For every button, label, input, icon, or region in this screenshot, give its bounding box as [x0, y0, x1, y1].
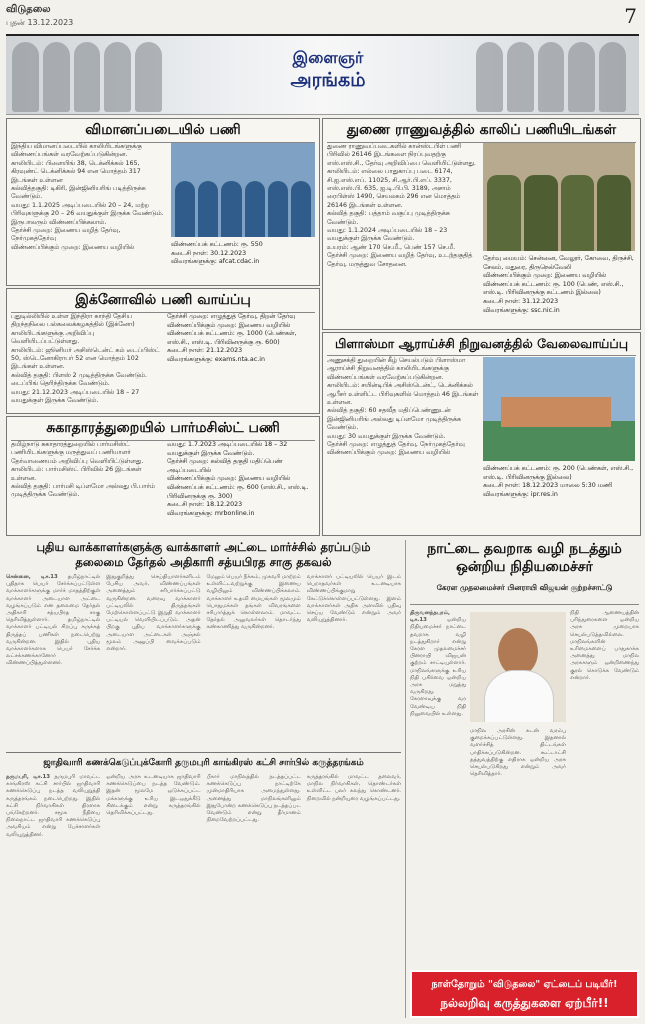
pharmacist-fee: விண்ணப்பக் கட்டணம்: ரூ. 600 (எஸ்.சி., எஸ்.டி. பிரிவினருக்கு ரூ. 300) — [167, 483, 309, 500]
finance-divider — [410, 604, 639, 605]
plasma-intro: அணுசக்தி துறையின் கீழ் செயல்படும் பிளாஸ்மா ஆராய்ச்சி நிறுவனத்தில் காலியிடங்களுக்கு விண்ணப்பங்கள் வரவேற்கப்படுகின்றன. — [327, 357, 466, 381]
crowd-photo-right — [476, 42, 626, 112]
voter-col-2: இதுகுறித்து செய்தியாளர்களிடம் பேசிய அவர், விண்ணப்பங்கள் அனைத்தும் சரிபார்க்கப்பட்டு வருகின்றன. வரைவு வாக்காளர் பட்டியலில் திருத்தங்கள் மேற்கொள்ளப்பட்டு இறுதி வாக்காளர் பட்டியல் வெளியிடப்படும். அதன் பிறகு புதிய வாக்காளர்களுக்கு அடையாள அட்டைகள் அஞ்சல் மூலம் அனுப்பி வைக்கப்படும் என்றார். — [106, 574, 201, 653]
pharmacist-age: வயது: 1.7.2023 அடிப்படையில் 18 – 32 வயதுக்குள் இருக்க வேண்டும். — [167, 441, 288, 457]
section-title-line2: அரங்கம் — [290, 69, 366, 91]
finance-headline-line1: நாட்டை தவறாக வழி நடத்தும் — [427, 541, 622, 557]
airforce-intro: இந்திய விமானப்படையில் காலியிடங்களுக்கு விண்ணப்பங்கள் வரவேற்கப்படுகின்றன. — [11, 143, 142, 159]
airforce-details: விவரங்களுக்கு: afcat.cdac.in — [171, 258, 260, 266]
army-fee: விண்ணப்பக் கட்டணம்: ரூ. 100 (பெண், எஸ்.சி., எஸ்.டி. பிரிவினருக்கு கட்டணம் இல்லை) — [483, 280, 624, 297]
army-vacancies: காலியிடம்: எல்லை பாதுகாப்பு படை 6174, சி.ஐ.எஸ்.எப். 11025, சி.ஆர்.பி.எப். 3337, எஸ்.எஸ்.பி. 635, ஐ.டி.பி.பி. 3189, அசாம் ரைபிள்ஸ் 1490, செயலகம் 296 என மொத்தம் 26146 இடங்கள் உள்ளன. — [327, 168, 461, 209]
voter-dateline: சென்னை, டிச.13 — [6, 574, 58, 580]
airforce-body — [11, 143, 167, 252]
plasma-age: வயது: 30 வயதுக்குள் இருக்க வேண்டும். — [327, 432, 446, 440]
finance-headline-line2: ஒன்றிய நிதியமைச்சர் — [456, 559, 593, 575]
army-intro: துணை ராணுவப்படைகளில் கான்ஸ்டபிள் பணி பிரிவில் 26146 இடங்களை நிரப்புவதற்கு எஸ்.எஸ்.சி., தேர்வு அறிவிப்பை வெளியிட்டுள்ளது. — [327, 143, 476, 167]
pharmacist-vacancies: காலியிடம்: பார்மசிஸ்ட் பிரிவில் 26 இடங்கள் உள்ளன. — [11, 466, 142, 482]
plasma-job-article — [322, 332, 641, 536]
crowd-photo-left — [12, 42, 162, 112]
plasma-qualification: கல்வித் தகுதி: 60 சதவீத மதிப்பெண்ணுடன் இன்ஜினியரிங் அல்லது டிப்ளமோ முடித்திருக்க வேண்டும். — [327, 407, 461, 432]
ignou-body — [11, 313, 163, 405]
ignou-title: இக்னோவில் பணி வாய்ப்பு — [75, 292, 251, 308]
promo-line1: நாள்தோறும் "விடுதலை" ஏட்டைப் படியீர்! — [431, 979, 618, 990]
airforce-job-article — [6, 118, 320, 286]
ignou-intro: புதுடில்லியில் உள்ள இந்திரா காந்தி தேசிய திறந்தநிலை பல்கலைக்கழகத்தில் (இக்னோ) காலியிடங்களுக்கு அறிவிப்பு வெளியிடப்பட்டுள்ளது. — [11, 313, 135, 346]
airforce-selection: தேர்ச்சி முறை: இணைய வழித் தேர்வு, நேர்முகத்தேர்வு — [11, 227, 121, 243]
pharmacist-intro: தமிழ்நாடு சுகாதாரத்துறையில் பார்மசிஸ்ட் பணியிடங்களுக்கு மருத்துவப் பணியாளர் தேர்வாணையம் அறிவிப்பு வெளியிட்டுள்ளது. — [11, 441, 144, 465]
voter-col-1 — [6, 574, 100, 750]
caste-col1-text: தருமபுரி மாவட்ட காங்கிரஸ் கட்சி சார்பில் ஜாதிவாரி கணக்கெடுப்பு நடத்த வலியுறுத்தி கருத்தரங்கம் நடைபெற்றது. இதில் கட்சி நிர்வாகிகள் திரளாக பங்கேற்றனர். சமூக நீதியை நிலைநாட்ட ஜாதிவாரி கணக்கெடுப்பு அவசியம் என்று பேச்சாளர்கள் வலியுறுத்தினர். — [6, 774, 101, 838]
finance-story-headline — [410, 540, 639, 593]
plasma-body — [327, 357, 479, 458]
pharmacist-job-article — [6, 416, 320, 536]
plasma-details: விவரங்களுக்கு: ipr.res.in — [483, 490, 558, 498]
caste-story-headline: ஜாதிவாரி கணக்கெடுப்புக்கோரி தருமபுரி காங்கிரஸ் கட்சி சார்பில் கருத்தரங்கம் — [43, 758, 364, 768]
army-photo — [483, 143, 635, 251]
promo-line2: நல்லறிவு கருத்துகளை ஏற்பீர்!! — [440, 996, 609, 1010]
ignou-vacancies: காலியிடம்: ஜூனியர் அசிஸ்டென்ட் கம் டைப்பிஸ்ட் 50, ஸ்டெனோகிராபர் 52 என மொத்தம் 102 இடங்கள் உள்ளன. — [11, 346, 160, 371]
ignou-age: வயது: 21.12.2023 அடிப்படையில் 18 – 27 வயதுக்குள் இருக்க வேண்டும். — [11, 388, 140, 405]
voter-col-3: மேலும் பெயர் நீக்கம், முகவரி மாற்றம் உள்ளிட்டவற்றுக்கு இணைய வழியிலும் விண்ணப்பிக்கலாம். வாக்காளர் உதவி மையங்கள் மூலமும் பொதுமக்கள் தங்கள் விவரங்களை சரிபார்த்துக் கொள்ளலாம். மாவட்ட தேர்தல் அலுவலர்கள் தொடர்ந்து கண்காணித்து வருகின்றனர். — [206, 574, 301, 631]
plasma-apply-mode: விண்ணப்பிக்கும் முறை: இணைய வழியில் — [327, 449, 451, 457]
plasma-photo — [483, 357, 635, 461]
page-number: 7 — [624, 4, 637, 28]
column-divider — [405, 540, 406, 1018]
army-details: விவரங்களுக்கு: ssc.nic.in — [483, 306, 560, 314]
voter-story-headline — [6, 540, 401, 570]
plasma-last-date: கடைசி நாள்: 18.12.2023 மாலை 5:30 மணி — [483, 482, 613, 490]
plasma-info — [483, 465, 635, 499]
finance-col-3: நிதி ஆணையத்தின் பரிந்துரைகளை ஒன்றிய அரசு முறையாக செயல்படுத்தவில்லை. மாநிலங்களின் உரிமைகளைப் பாதுகாக்க அனைத்து மாநில அரசுகளும் ஒன்றிணைந்து குரல் கொடுக்க வேண்டும் என்றார். — [570, 610, 639, 681]
pharmacist-body — [11, 441, 163, 500]
issue-date: புதன் 13.12.2023 — [6, 18, 74, 27]
airforce-vacancies: காலியிடம்: பிளையிங் 38, டெக்னிக்கல் 165, கிரவுண்ட் டெக்னிக்கல் 94 என மொத்தம் 317 இடங்கள் உள்ளன — [11, 159, 141, 184]
airforce-apply-mode: விண்ணப்பிக்கும் முறை: இணைய வழியில் — [11, 243, 135, 251]
finance-subhead: கேரள முதலமைச்சர் பினராயி விஜயன் குற்றச்சாட்டு — [436, 583, 613, 592]
pharmacist-details: விவரங்களுக்கு: mrbonline.in — [167, 509, 255, 517]
finance-col-1 — [410, 610, 466, 800]
ignou-apply-mode: விண்ணப்பிக்கும் முறை: இணைய வழியில் — [167, 321, 291, 329]
section-title-line1: இளைஞர் — [292, 48, 364, 67]
pharmacist-selection: தேர்ச்சி முறை: கல்வித் தகுதி மதிப்பெண் அடிப்படையில் — [167, 458, 283, 474]
pharmacist-apply-mode: விண்ணப்பிக்கும் முறை: இணைய வழியில் — [167, 475, 291, 483]
airforce-age: வயது: 1.1.2025 அடிப்படையில் 20 – 24, மற்ற பிரிவுகளுக்கு 20 – 26 வயதுக்குள் இருக்க வேண்டும். — [11, 201, 164, 218]
section-title — [248, 48, 408, 94]
masthead: விடுதலை — [6, 4, 51, 15]
story-divider — [6, 752, 401, 753]
plasma-title: பிளாஸ்மா ஆராய்ச்சி நிறுவனத்தில் வேலைவாய்ப்பு — [334, 336, 628, 351]
ignou-job-article — [6, 288, 320, 414]
army-info — [483, 255, 635, 315]
ignou-selection: தேர்ச்சி முறை: எழுத்துத் தேர்வு, திறன் தேர்வு — [167, 313, 296, 320]
airforce-title: விமானப்படையில் பணி — [85, 122, 241, 138]
army-body — [327, 143, 479, 269]
army-selection: தேர்ச்சி முறை: இணைய வழித் தேர்வு, உடற்தகுதித் தேர்வு, மருத்துவ சோதனை. — [327, 252, 473, 268]
voter-col1-text: தமிழ்நாட்டில் புதிதாக பெயர் சேர்க்கப்பட்டுள்ள வாக்காளர்களுக்கு மார்ச் மாதத்திற்குள் வாக்காளர் அடையாள அட்டை வழங்கப்படும் என தலைமை தேர்தல் அதிகாரி சத்யபிரத சாகு தெரிவித்துள்ளார். தமிழ்நாட்டில் வாக்காளர் பட்டியல் சிறப்பு சுருக்கத் திருத்தப் பணிகள் நடைபெற்று வருகின்றன. இதில் புதிய வாக்காளர்களாக பெயர் சேர்க்க லட்சக்கணக்கானோர் விண்ணப்பித்துள்ளனர். — [6, 574, 101, 667]
pharmacist-last-date: கடைசி நாள்: 18.12.2023 — [167, 501, 243, 509]
caste-col-2: ஒன்றிய அரசு உடனடியாக ஜாதிவாரி கணக்கெடுப்பை நடத்த வேண்டும். இதன் மூலமே ஒடுக்கப்பட்ட மக்களுக்கு உரிய இடஒதுக்கீடு கிடைக்கும் என்று கருத்தரங்கில் தெரிவிக்கப்பட்டது. — [106, 774, 201, 817]
plasma-vacancies: காலியிடம்: சயின்டிபிக் அசிஸ்டென்ட், டெக்னிக்கல் ஆபீசர் உள்ளிட்ட பிரிவுகளில் மொத்தம் 46 இடங்கள் உள்ளன. — [327, 382, 479, 407]
chief-minister-photo — [470, 612, 566, 722]
finance-dateline: திருவனந்தபுரம், டிச.13 — [410, 610, 450, 624]
voter-headline-line2: தலைமை தேர்தல் அதிகாரி சத்யபிரத சாகு தகவல் — [75, 555, 332, 569]
ignou-info — [167, 313, 315, 365]
caste-story-body — [6, 774, 401, 1018]
voter-story-body — [6, 574, 401, 750]
voter-headline-line1: புதிய வாக்காளர்களுக்கு வாக்காளர் அட்டை மார்ச்சில் தரப்படும் — [36, 540, 371, 554]
section-banner — [6, 36, 639, 115]
caste-dateline: தருமபுரி, டிச.13 — [6, 774, 51, 780]
airforce-last-date: கடைசி நாள்: 30.12.2023 — [171, 249, 247, 257]
ignou-last-date: கடைசி நாள்: 21.12.2023 — [167, 347, 243, 355]
promo-banner — [410, 970, 639, 1018]
pharmacist-title: சுகாதாரத்துறையில் பார்மசிஸ்ட் பணி — [46, 420, 280, 436]
ignou-details: விவரங்களுக்கு: exams.nta.ac.in — [167, 355, 265, 363]
army-physical: உயரம்: ஆண் 170 செ.மீ., பெண் 157 செ.மீ. — [327, 243, 456, 251]
caste-col-3: பீகார் மாநிலத்தில் நடத்தப்பட்ட கணக்கெடுப்பு நாட்டிற்கே முன்மாதிரியாக அமைந்துள்ளது. அனைத்து மாநிலங்களிலும் இதுபோன்ற கணக்கெடுப்பு நடத்தப்பட வேண்டும் என்று தீர்மானம் நிறைவேற்றப்பட்டது. — [206, 774, 301, 824]
plasma-selection: தேர்ச்சி முறை: எழுத்துத் தேர்வு, நேர்முகத்தேர்வு — [327, 441, 465, 449]
army-qualification: கல்வித் தகுதி: பத்தாம் வகுப்பு முடித்திருக்க வேண்டும். — [327, 210, 450, 226]
airforce-qualification: கல்வித்தகுதி: டிகிரி, இன்ஜினியரிங் படித்திருக்க வேண்டும். — [11, 185, 146, 201]
army-age: வயது: 1.1.2024 அடிப்படையில் 18 – 23 வயதுக்குள் இருக்க வேண்டும். — [327, 227, 448, 243]
page-header — [6, 4, 639, 36]
army-job-article — [322, 118, 641, 330]
finance-col-2: மாநில அரசின் கடன் வரம்பு குறைக்கப்பட்டுள்ளது. இதனால் வளர்ச்சித் திட்டங்கள் பாதிக்கப்படுகின்றன. கூட்டாட்சி தத்துவத்திற்கு எதிராக ஒன்றிய அரசு செயல்படுகிறது என்றும் அவர் தெரிவித்தார். — [470, 728, 566, 778]
voter-col-4: வாக்காளர் பட்டியலில் பெயர் இடம் பெறாதவர்கள் உடனடியாக விண்ணப்பிக்குமாறு கேட்டுக்கொள்ளப்பட்டுள்ளது. இளம் வாக்காளர்கள் அதிக அளவில் பதிவு செய்ய வேண்டும் என்றும் அவர் வலியுறுத்தினார். — [306, 574, 401, 624]
airforce-fee: விண்ணப்பக் கட்டணம்: ரூ. 550 — [171, 241, 263, 248]
airforce-gender: இருபாலரும் விண்ணப்பிக்கலாம். — [11, 218, 107, 226]
caste-col-4: கருத்தரங்கில் மாவட்ட தலைவர், மாநில நிர்வாகிகள், தொண்டர்கள் உள்ளிட்ட பலர் கலந்து கொண்டனர். நிறைவில் நன்றியுரை வழங்கப்பட்டது. — [306, 774, 401, 802]
caste-col-1 — [6, 774, 100, 1018]
airforce-photo — [171, 143, 315, 237]
ignou-fee: விண்ணப்பக் கட்டணம்: ரூ. 1000 (பெண்கள், எஸ்.சி., எஸ்.டி. பிரிவினருக்கு ரூ. 600) — [167, 330, 297, 346]
army-apply-mode: விண்ணப்பிக்கும் முறை: இணைய வழியில் — [483, 272, 607, 280]
airforce-info — [171, 241, 315, 267]
army-title: துணை ராணுவத்தில் காலிப் பணியிடங்கள் — [346, 122, 617, 138]
pharmacist-info — [167, 441, 315, 518]
finance-col1-text: ஒன்றிய நிதியமைச்சர் நாட்டை தவறாக வழி நடத்துகிறார் என்று கேரள முதலமைச்சர் பினராயி விஜயன் குற்றம் சாட்டியுள்ளார். மாநிலங்களுக்கு உரிய நிதி பகிர்வை ஒன்றிய அரசு மறுத்து வருகிறது. கேரளாவுக்கு வர வேண்டிய நிதி நிலுவையில் உள்ளது. — [410, 617, 466, 717]
ignou-qualification: கல்வித் தகுதி: பிளஸ் 2 முடித்திருக்க வேண்டும். டைப்பிங் தெரிந்திருக்க வேண்டும். — [11, 371, 148, 388]
army-exam-centres: தேர்வு மையம்: சென்னை, வேலூர், கோவை, திருச்சி, சேலம், மதுரை, திருநெல்வேலி — [483, 255, 634, 271]
pharmacist-qualification: கல்வித் தகுதி: பார்மசி டிப்ளமோ அல்லது பி.பார்ம் முடித்திருக்க வேண்டும். — [11, 483, 155, 499]
army-last-date: கடைசி நாள்: 31.12.2023 — [483, 297, 559, 305]
plasma-fee: விண்ணப்பக் கட்டணம்: ரூ. 200 (பெண்கள், எஸ்.சி., எஸ்.டி. பிரிவினருக்கு இல்லை) — [483, 465, 634, 481]
